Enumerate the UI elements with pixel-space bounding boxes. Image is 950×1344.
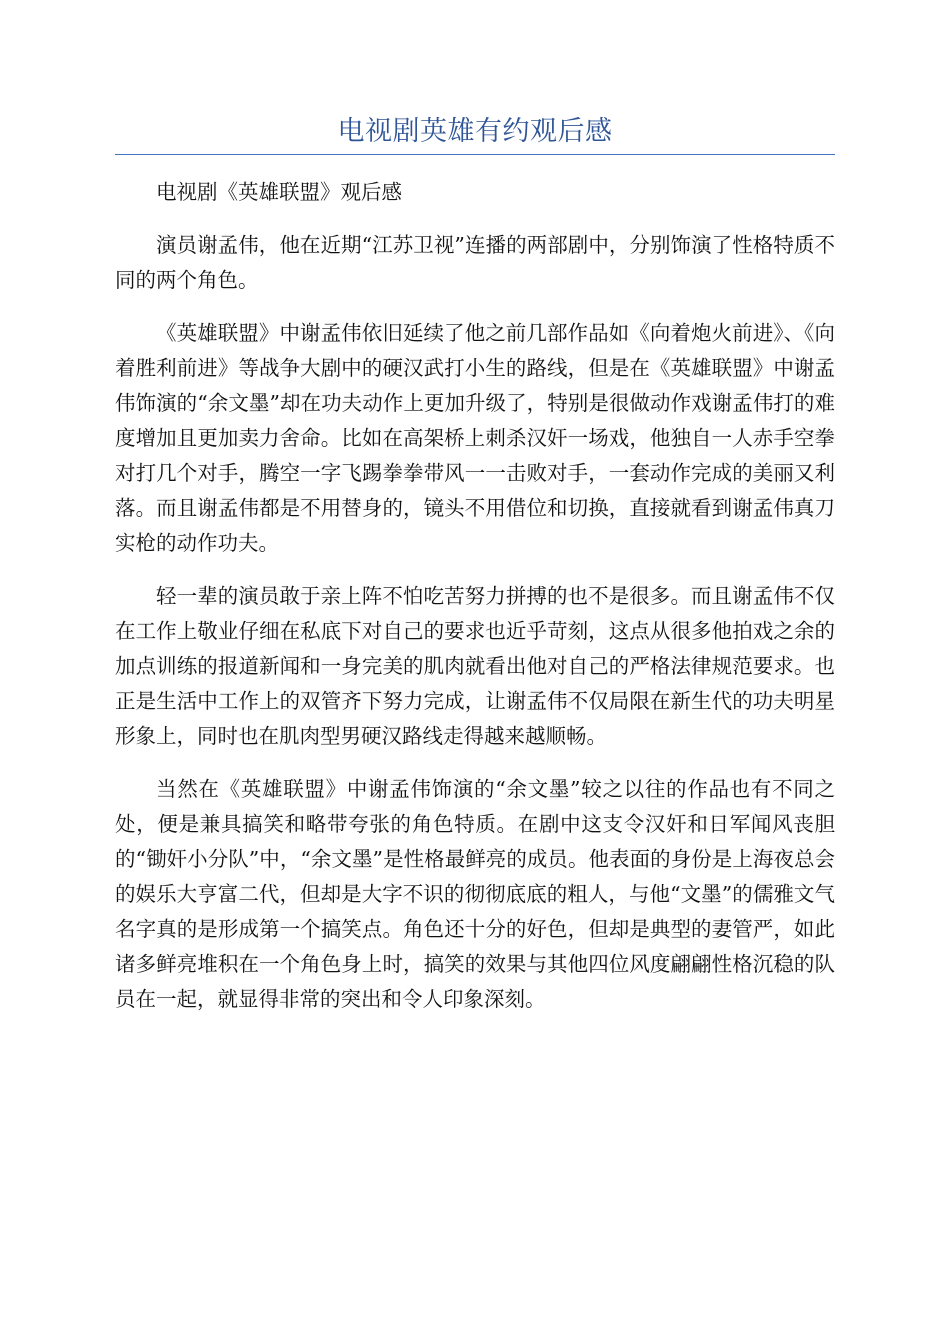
paragraph-subtitle: 电视剧《英雄联盟》观后感: [156, 180, 402, 204]
document-body: [115, 175, 835, 1035]
paragraph: 演员谢孟伟，他在近期“江苏卫视”连播的两部剧中，分别饰演了性格特质不同的两个角色。: [115, 233, 835, 292]
title-underline: [115, 154, 835, 155]
page-title: 电视剧英雄有约观后感: [337, 116, 613, 147]
paragraph: 当然在《英雄联盟》中谢孟伟饰演的“余文墨”较之以往的作品也有不同之处，便是兼具搞笑和略带夸张的角色特质。在剧中这支令汉奸和日军闻风丧胆的“锄奸小分队”中，“余文墨”是性格最鲜亮的成员。他表面的身份是上海夜总会的娱乐大亨富二代，但却是大字不识的彻彻底底的粗人，与他“文墨”的儒雅文气名字真的是形成第一个搞笑点。角色还十分的好色，但却是典型的妻管严，如此诸多鲜亮堆积在一个角色身上时，搞笑的效果与其他四位风度翩翩性格沉稳的队员在一起，就显得非常的突出和令人印象深刻。: [115, 777, 835, 1011]
paragraph: 《英雄联盟》中谢孟伟依旧延续了他之前几部作品如《向着炮火前进》、《向着胜利前进》等战争大剧中的硬汉武打小生的路线，但是在《英雄联盟》中谢孟伟饰演的“余文墨”却在功夫动作上更加升级了，特别是很做动作戏谢孟伟打的难度增加且更加卖力舍命。比如在高架桥上刺杀汉奸一场戏，他独自一人赤手空拳对打几个对手，腾空一字飞踢拳拳带风一一击败对手，一套动作完成的美丽又利落。而且谢孟伟都是不用替身的，镜头不用借位和切换，直接就看到谢孟伟真刀实枪的动作功夫。: [115, 321, 835, 555]
paragraph: 轻一辈的演员敢于亲上阵不怕吃苦努力拼搏的也不是很多。而且谢孟伟不仅在工作上敬业仔细在私底下对自己的要求也近乎苛刻，这点从很多他拍戏之余的加点训练的报道新闻和一身完美的肌肉就看出他对自己的严格法律规范要求。也正是生活中工作上的双管齐下努力完成，让谢孟伟不仅局限在新生代的功夫明星形象上，同时也在肌肉型男硬汉路线走得越来越顺畅。: [115, 584, 835, 748]
